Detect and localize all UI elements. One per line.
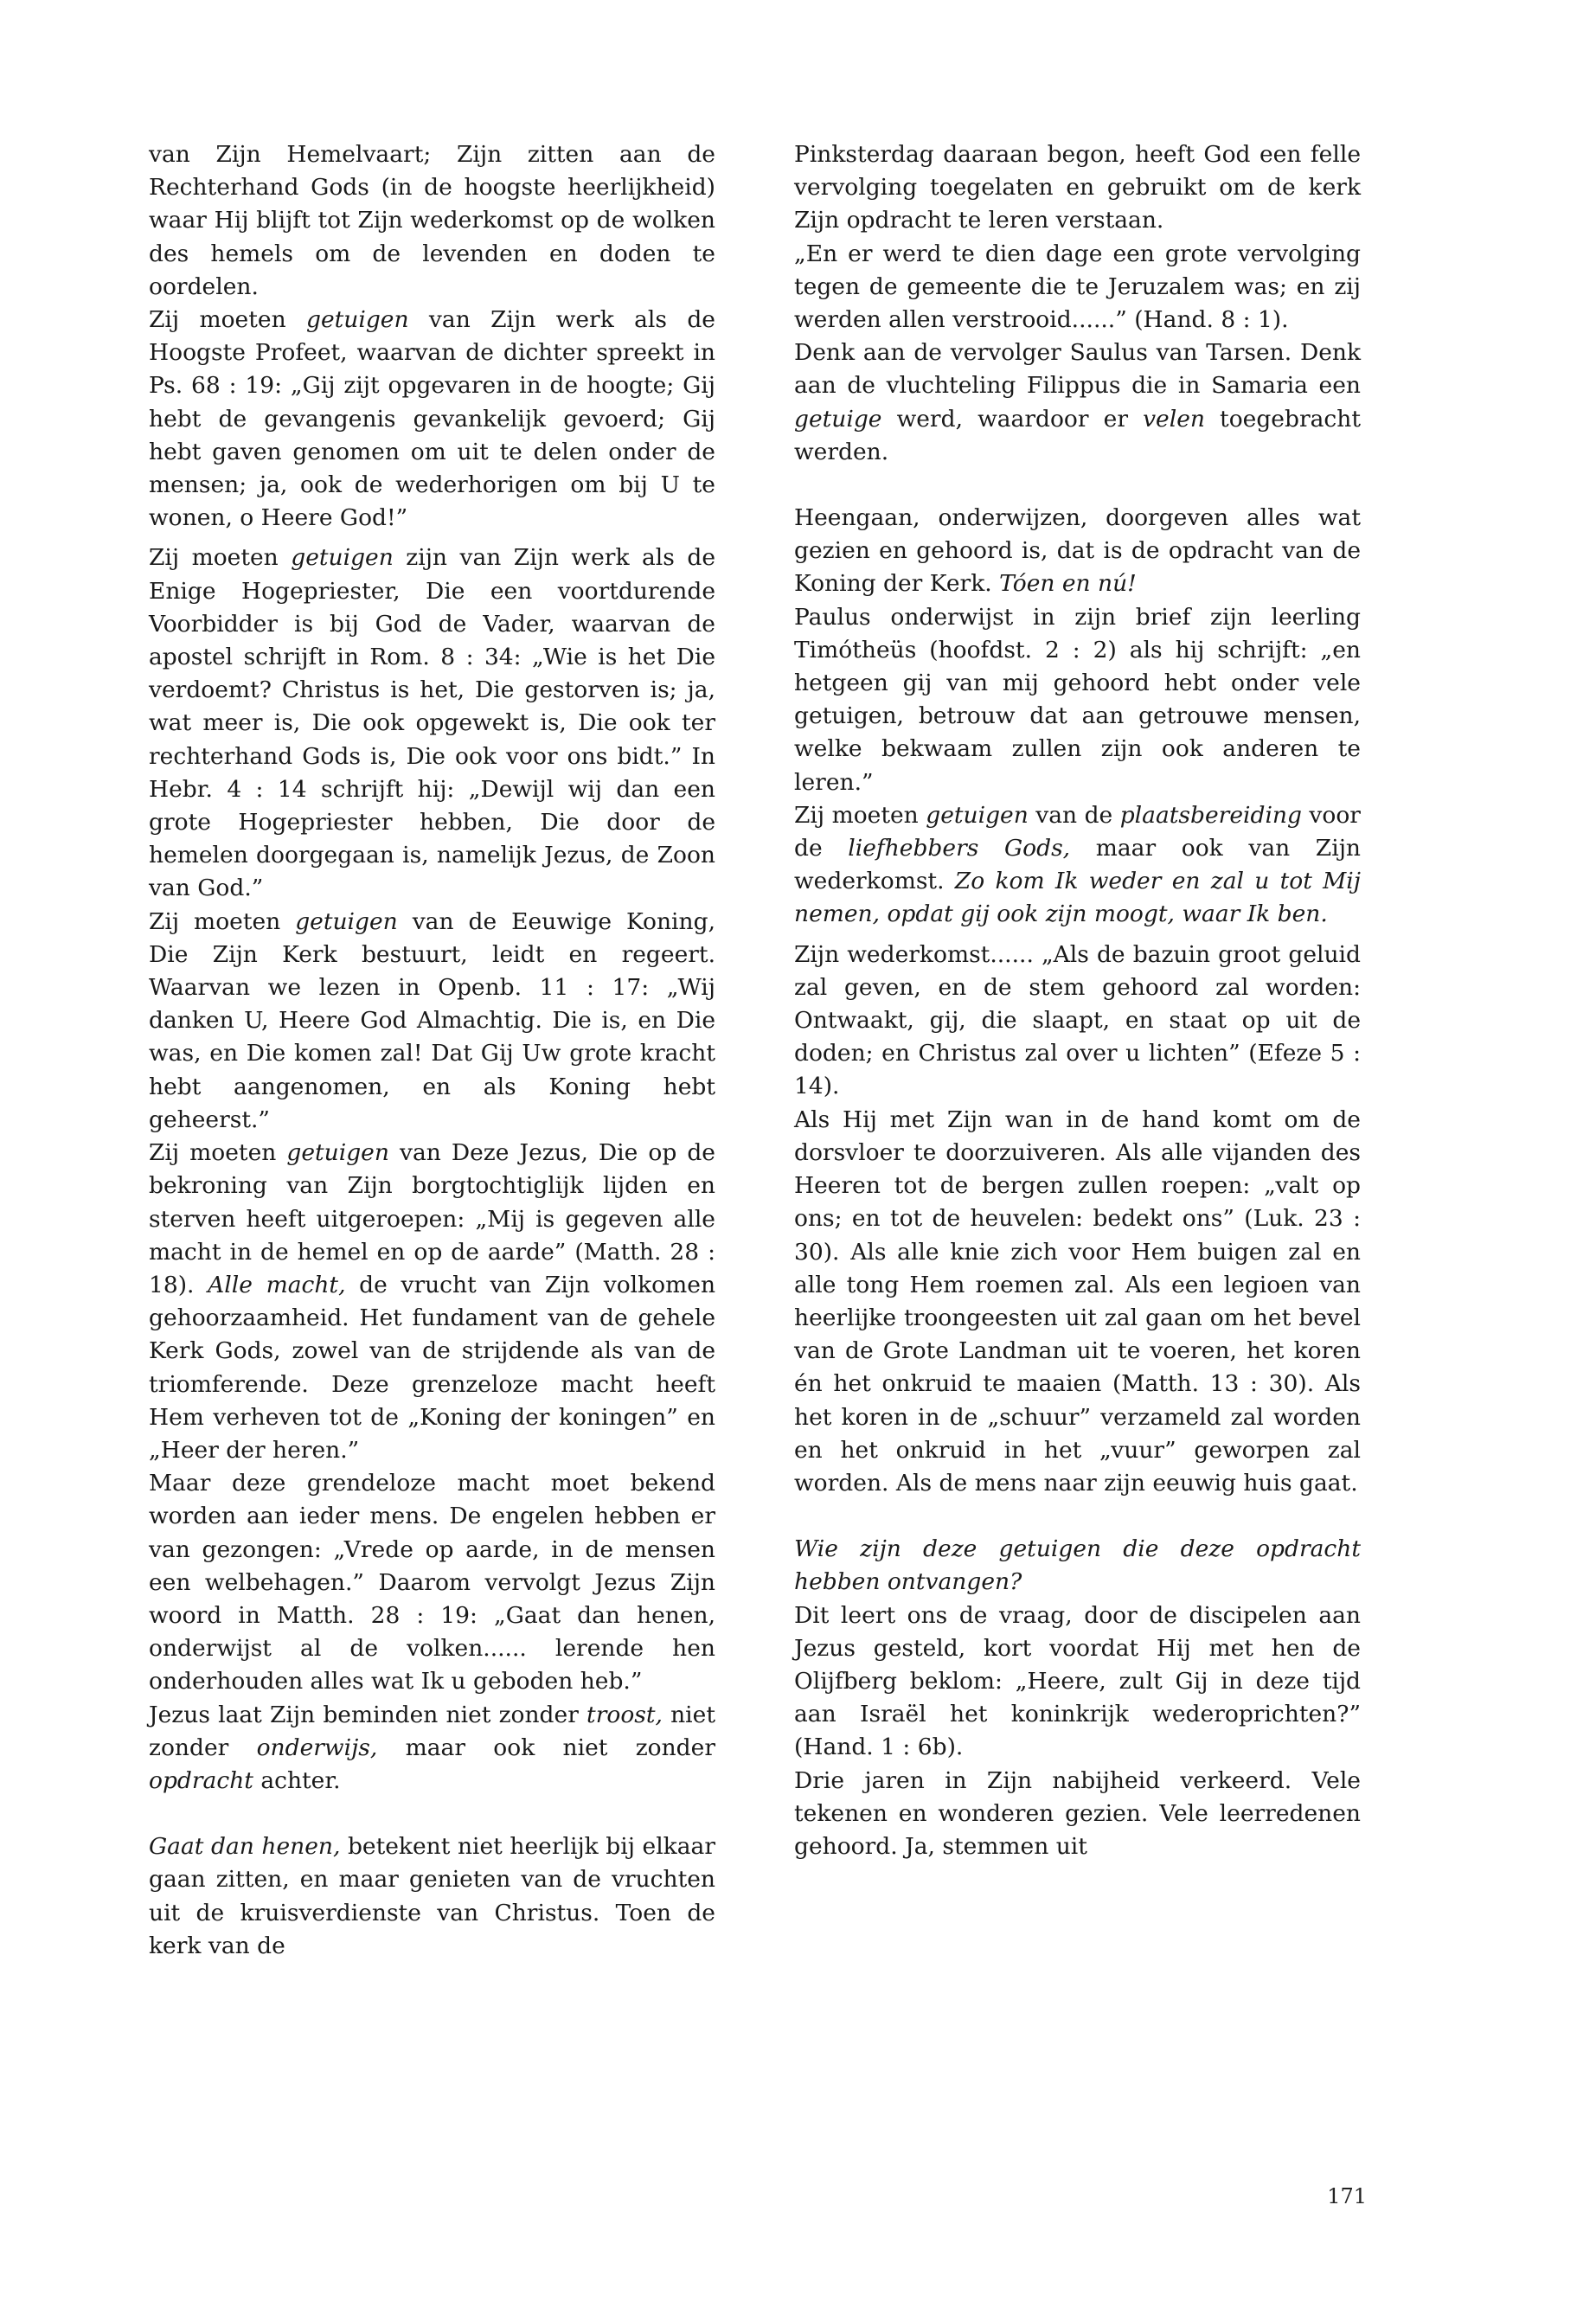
paragraph xyxy=(794,336,1361,469)
paragraph: van Zijn Hemelvaart; Zijn zitten aan de Rechterhand Gods (in de hoogste heerlijkheid) waar Hij blijft tot Zijn wederkomst op de wolken des hemels om de levenden en doden te oordelen. xyxy=(149,141,715,300)
text-run: Heengaan, onderwijzen, doorgeven alles wat gezien en gehoord is, dat is de opdracht van de Koning der Kerk. xyxy=(794,504,1361,598)
paragraph: Dit leert ons de vraag, door de discipelen aan Jezus gesteld, kort voordat Hij met hen de Olijfberg beklom: „Heere, zult Gij in deze tijd aan Israël het koninkrijk wederoprichten?” (Hand. 1 : 6b). xyxy=(794,1601,1361,1761)
paragraph xyxy=(149,906,715,1137)
text-run: van de xyxy=(1028,801,1120,829)
text-run: Zij moeten xyxy=(149,306,306,334)
emphasis: Tóen en nú! xyxy=(999,570,1137,598)
text-run: zijn van Zijn werk als de Enige Hogepriester, Die een voortdurende Voorbidder is bij God de Vader, waarvan de apostel schrijft in Rom. 8 : 34: „Wie is het Die verdoemt? Christus is het, Die gestorven is; ja, wat meer is, Die ook opgewekt is, Die ook ter rechterhand Gods is, Die ook voor ons bidt.” In Hebr. 4 : 14 schrijft hij: „Dewijl wij dan een grote Hogepriester hebben, Die door de hemelen doorgegaan is, namelijk Jezus, de Zoon van God.” xyxy=(149,544,715,902)
emphasis: Wie zijn deze getuigen die deze opdracht hebben ontvangen? xyxy=(794,1535,1361,1596)
emphasis: velen xyxy=(1143,405,1205,433)
text-run: maar ook van Zijn wederkomst. xyxy=(794,835,1361,895)
paragraph: Drie jaren in Zijn nabijheid verkeerd. Vele tekenen en wonderen gezien. Vele leerredenen gehoord. Ja, stemmen uit xyxy=(794,1766,1361,1860)
text-run: toegebracht werden. xyxy=(794,405,1361,465)
text-run: van Deze Jezus, Die op de bekroning van Zijn borgtochtiglijk lijden en sterven heeft uitgeroepen: „Mij is gegeven alle macht in de hemel en op de aarde” (Matth. 28 : 18). xyxy=(149,1139,715,1298)
text-run: maar ook niet zonder xyxy=(377,1734,715,1761)
text-run: Zij moeten xyxy=(149,907,296,935)
emphasis: getuigen xyxy=(306,306,409,334)
emphasis: Alle macht, xyxy=(208,1271,346,1298)
text-run: werd, waardoor er xyxy=(881,405,1144,433)
text-run: Jezus laat Zijn beminden niet zonder xyxy=(149,1701,587,1728)
paragraph xyxy=(149,1137,715,1467)
emphasis: getuigen xyxy=(286,1139,389,1167)
paragraph xyxy=(794,799,1361,932)
paragraph: Paulus onderwijst in zijn brief zijn leerling Timótheüs (hoofdst. 2 : 2) als hij schrijft: „en hetgeen gij van mij gehoord hebt onder vele getuigen, betrouw dat aan getrouwe mensen, welke bekwaam zullen zijn ook anderen te leren.” xyxy=(794,603,1361,796)
paragraph: Pinksterdag daaraan begon, heeft God een felle vervolging toegelaten en gebruikt om de kerk Zijn opdracht te leren verstaan. xyxy=(794,141,1361,234)
text-run: de vrucht van Zijn volkomen gehoorzaamheid. Het fundament van de gehele Kerk Gods, zowel van de strijdende als van de triomferende. Deze grenzeloze macht heeft Hem verheven tot de „Koning der koningen” en „Heer der heren.” xyxy=(149,1271,716,1464)
emphasis: getuige xyxy=(794,405,882,433)
paragraph: „En er werd te dien dage een grote vervolging tegen de gemeente die te Jeruzalem was; en zij werden allen verstrooid......” (Hand. 8 : 1). xyxy=(794,240,1361,334)
paragraph xyxy=(149,1699,715,1798)
emphasis: onderwijs, xyxy=(256,1734,378,1761)
emphasis: Gaat dan henen, xyxy=(149,1833,341,1861)
right-column xyxy=(794,138,1361,1863)
page-number: 171 xyxy=(1327,2184,1367,2208)
emphasis: getuigen xyxy=(926,801,1029,829)
emphasis: opdracht xyxy=(149,1766,253,1794)
paragraph xyxy=(149,304,715,535)
left-column xyxy=(149,138,715,1963)
emphasis: getuigen xyxy=(291,544,394,572)
paragraph xyxy=(149,542,715,905)
emphasis: liefhebbers Gods, xyxy=(848,835,1071,862)
text-run: betekent niet heerlijk bij elkaar gaan zitten, en maar genieten van de vruchten uit de kruisverdienste van Christus. Toen de kerk van de xyxy=(149,1833,715,1959)
paragraph: Maar deze grendeloze macht moet bekend worden aan ieder mens. De engelen hebben er van gezongen: „Vrede op aarde, in de mensen een welbehagen.” Daarom vervolgt Jezus Zijn woord in Matth. 28 : 19: „Gaat dan henen, onderwijst al de volken...... lerende hen onderhouden alles wat Ik u geboden heb.” xyxy=(149,1470,715,1695)
paragraph xyxy=(794,502,1361,601)
text-run: Zij moeten xyxy=(149,1139,287,1167)
text-run: achter. xyxy=(253,1766,341,1794)
emphasis: Zo kom Ik weder en zal u tot Mij nemen, opdat gij ook zijn moogt, waar Ik ben. xyxy=(794,868,1362,928)
text-run: van de Eeuwige Koning, Die Zijn Kerk bestuurt, leidt en regeert. Waarvan we lezen in Openb. 11 : 17: „Wij danken U, Heere God Almachtig. Die is, en Die was, en Die komen zal! Dat Gij Uw grote kracht hebt aangenomen, en als Koning hebt geheerst.” xyxy=(149,907,715,1133)
paragraph xyxy=(794,1533,1361,1599)
paragraph xyxy=(149,1830,715,1963)
emphasis: troost, xyxy=(586,1701,663,1728)
emphasis: plaatsbereiding xyxy=(1119,801,1302,829)
text-run: Denk aan de vervolger Saulus van Tarsen. Denk aan de vluchteling Filippus die in Samaria een xyxy=(794,339,1361,400)
text-run: niet zonder xyxy=(149,1701,715,1761)
text-run: voor de xyxy=(794,801,1361,862)
text-run: Zij moeten xyxy=(149,544,292,572)
paragraph: Zijn wederkomst...... „Als de bazuin groot geluid zal geven, en de stem gehoord zal worden: Ontwaakt, gij, die slaapt, en staat op uit de doden; en Christus zal over u lichten” (Efeze 5 : 14). xyxy=(794,940,1361,1100)
paragraph: Als Hij met Zijn wan in de hand komt om de dorsvloer te doorzuiveren. Als alle vijanden des Heeren tot de bergen zullen roepen: „valt op ons; en tot de heuvelen: bedekt ons” (Luk. 23 : 30). Als alle knie zich voor Hem buigen zal en alle tong Hem roemen zal. Als een legioen van heerlijke troongeesten uit zal gaan om het bevel van de Grote Landman uit te voeren, het koren én het onkruid te maaien (Matth. 13 : 30). Als het koren in de „schuur” verzameld zal worden en het onkruid in het „vuur” geworpen zal worden. Als de mens naar zijn eeuwig huis gaat. xyxy=(794,1106,1361,1497)
text-run: van Zijn werk als de Hoogste Profeet, waarvan de dichter spreekt in Ps. 68 : 19: „Gij zijt opgevaren in de hoogte; Gij hebt de gevangenis gevankelijk gevoerd; Gij hebt gaven genomen om uit te delen onder de mensen; ja, ook de wederhorigen om bij U te wonen, o Heere God!” xyxy=(149,306,715,532)
emphasis: getuigen xyxy=(295,907,398,935)
text-run: Zij moeten xyxy=(794,801,926,829)
